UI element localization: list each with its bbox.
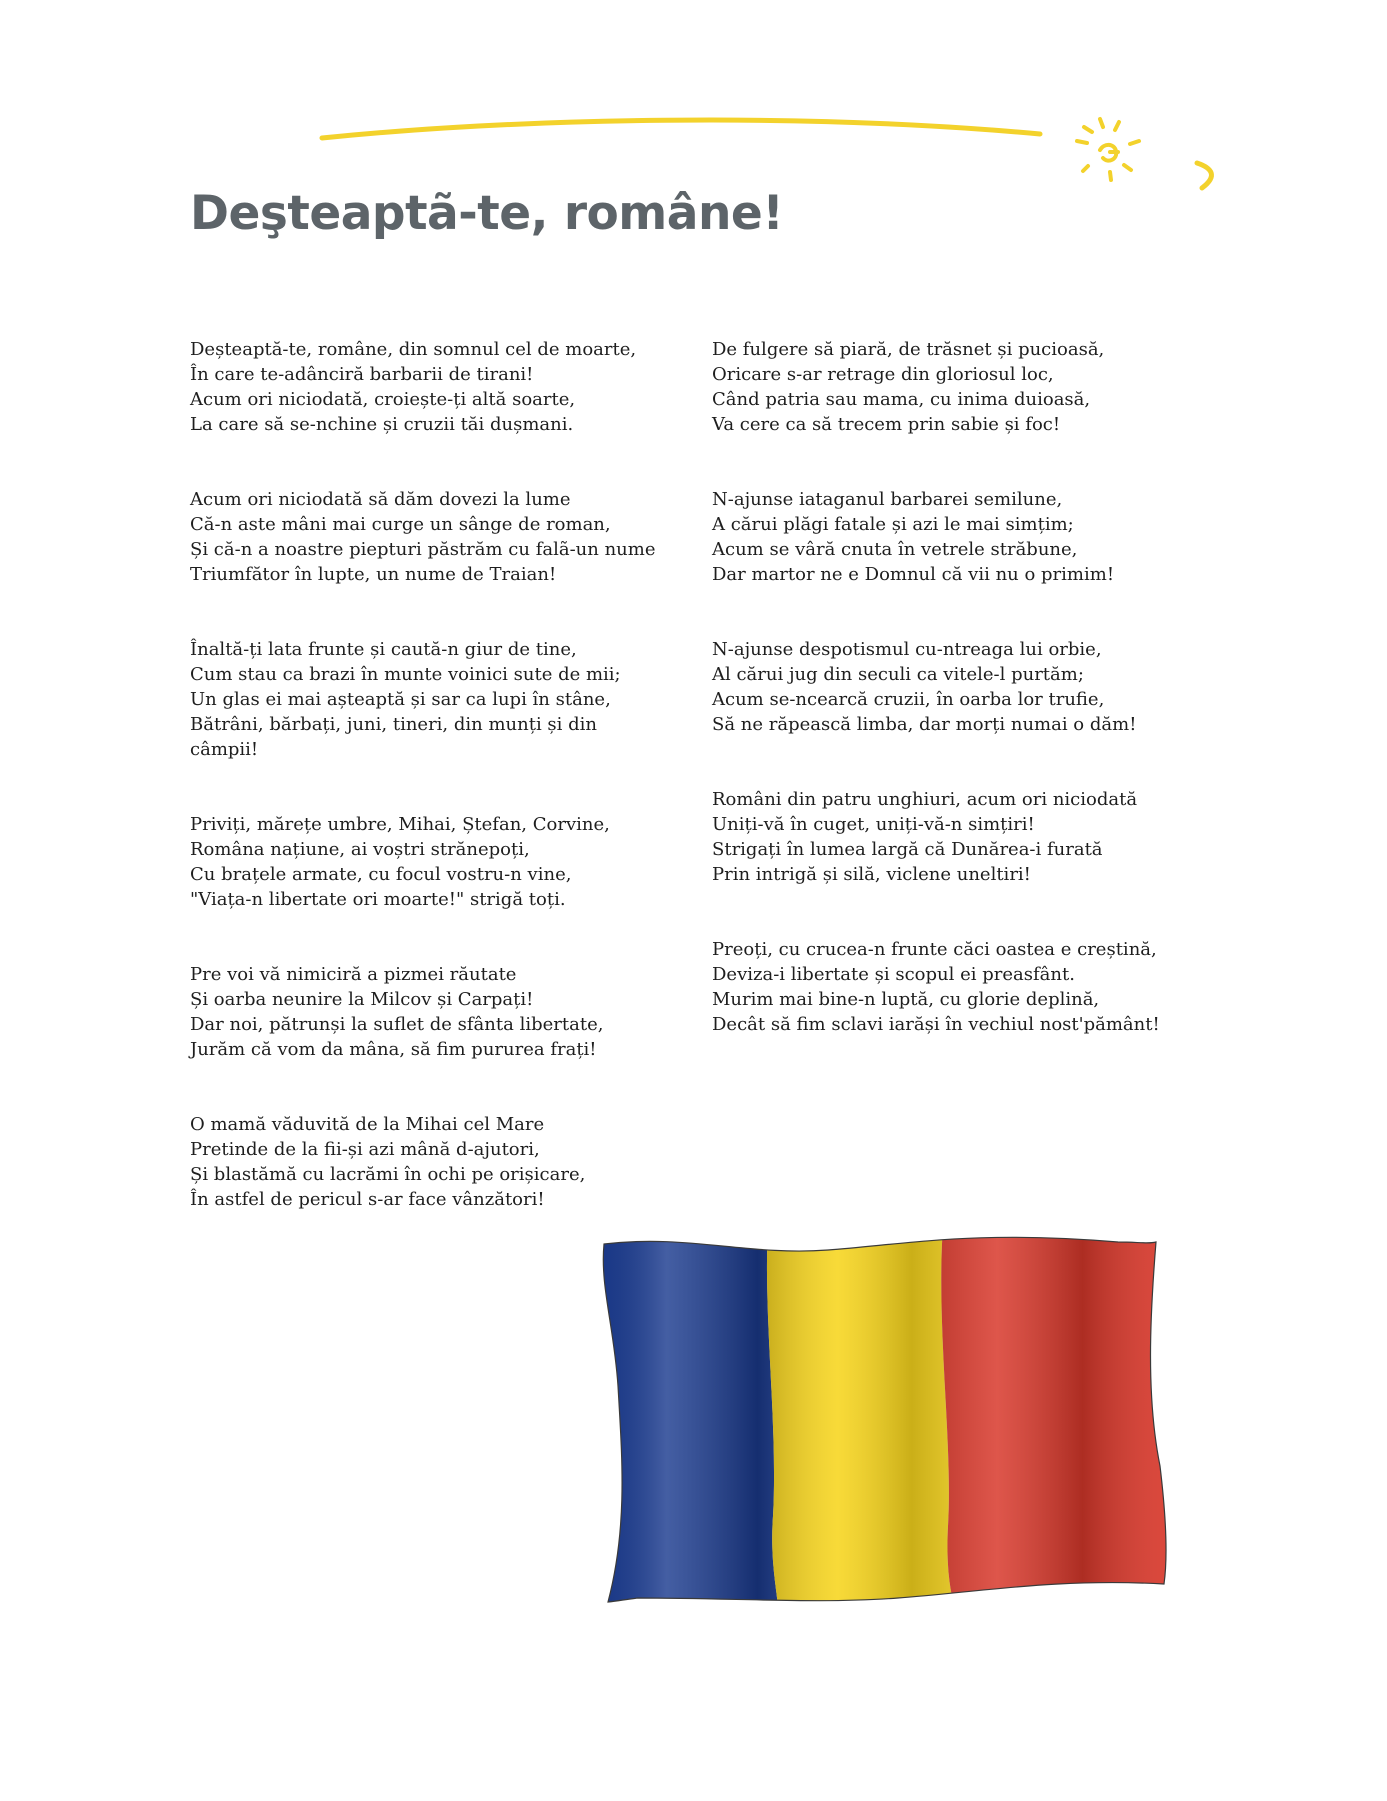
stanza <box>712 487 1232 587</box>
poem-line: Și că-n a noastre piepturi păstrăm cu falã-un nume <box>190 539 656 560</box>
poem-line: La care să se-nchine și cruzii tăi dușmani. <box>190 414 574 435</box>
poem-line: Bătrâni, bărbați, juni, tineri, din munți și din câmpii! <box>190 714 598 760</box>
poem-line: Al cărui jug din seculi ca vitele-l purtăm; <box>712 664 1084 685</box>
poem-line: A cărui plăgi fatale și azi le mai simțim; <box>712 514 1074 535</box>
stanza <box>190 962 660 1062</box>
poem-line: Va cere ca să trecem prin sabie și foc! <box>712 414 1061 435</box>
poem-line: Acum se vâră cnuta în vetrele străbune, <box>712 539 1078 560</box>
poem-line: Cu brațele armate, cu focul vostru-n vine, <box>190 864 572 885</box>
poem-line: Priviți, mărețe umbre, Mihai, Ștefan, Corvine, <box>190 814 610 835</box>
poem-line: Româna națiune, ai voștri strănepoți, <box>190 839 530 860</box>
page-title: Deşteaptã-te, române! <box>190 186 784 241</box>
romanian-flag <box>598 1226 1168 1606</box>
poem-line: Deviza-i libertate și scopul ei preasfânt. <box>712 964 1075 985</box>
stanza <box>190 637 660 762</box>
poem-line: Acum se-ncearcă cruzii, în oarba lor trufie, <box>712 689 1105 710</box>
poem-line: Pre voi vă nimiciră a pizmei răutate <box>190 964 517 985</box>
poem-line: Dar martor ne e Domnul că vii nu o primim! <box>712 564 1115 585</box>
poem-column-right <box>712 337 1232 1087</box>
stanza <box>190 1112 660 1212</box>
poem-column-left <box>190 337 660 1262</box>
poem-line: Deșteaptă-te, române, din somnul cel de moarte, <box>190 339 637 360</box>
swoosh-tail <box>1197 163 1211 188</box>
poem-line: Murim mai bine-n luptă, cu glorie deplină, <box>712 989 1100 1010</box>
poem-line: N-ajunse iataganul barbarei semilune, <box>712 489 1063 510</box>
poem-line: Acum ori niciodată să dăm dovezi la lume <box>190 489 571 510</box>
poem-line: Oricare s-ar retrage din gloriosul loc, <box>712 364 1054 385</box>
poem-line: N-ajunse despotismul cu-ntreaga lui orbie, <box>712 639 1102 660</box>
poem-line: Jurăm că vom da mâna, să fim pururea frați! <box>190 1039 597 1060</box>
poem-line: Și blastămă cu lacrămi în ochi pe orișicare, <box>190 1164 586 1185</box>
yellow-swoosh <box>322 120 1040 138</box>
poem-line: Când patria sau mama, cu inima duioasă, <box>712 389 1091 410</box>
poem-line: Români din patru unghiuri, acum ori niciodată <box>712 789 1138 810</box>
poem-line: Pretinde de la fii-și azi mână d-ajutori, <box>190 1139 540 1160</box>
stanza <box>712 337 1232 437</box>
stanza <box>190 337 660 437</box>
poem-line: "Viața-n libertate ori moarte!" strigă toți. <box>190 889 566 910</box>
stanza <box>190 812 660 912</box>
stanza <box>712 787 1232 887</box>
poem-line: Uniți-vă în cuget, uniți-vă-n simțiri! <box>712 814 1035 835</box>
poem-line: Decât să fim sclavi iarăși în vechiul nost'pământ! <box>712 1014 1160 1035</box>
poem-line: Înaltă-ți lata frunte și caută-n giur de tine, <box>190 639 577 660</box>
stanza <box>190 487 660 587</box>
poem-line: Și oarba neunire la Milcov și Carpați! <box>190 989 534 1010</box>
poem-line: Cum stau ca brazi în munte voinici sute de mii; <box>190 664 621 685</box>
poem-line: Dar noi, pătrunși la suflet de sfânta libertate, <box>190 1014 604 1035</box>
poem-line: Că-n aste mâni mai curge un sânge de roman, <box>190 514 611 535</box>
poem-line: În care te-adânciră barbarii de tirani! <box>190 364 534 385</box>
stanza <box>712 637 1232 737</box>
poem-line: De fulgere să piară, de trăsnet și pucioasă, <box>712 339 1105 360</box>
poem-line: O mamă văduvită de la Mihai cel Mare <box>190 1114 545 1135</box>
poem-line: Un glas ei mai așteaptă și sar ca lupi în stâne, <box>190 689 611 710</box>
poem-line: Triumfător în lupte, un nume de Traian! <box>190 564 557 585</box>
poem-line: Preoți, cu crucea-n frunte căci oastea e creștină, <box>712 939 1157 960</box>
poem-line: Să ne răpească limba, dar morți numai o dăm! <box>712 714 1137 735</box>
stanza <box>712 937 1232 1037</box>
poem-line: Prin intrigă și silă, viclene uneltiri! <box>712 864 1031 885</box>
poem-line: Strigați în lumea largă că Dunărea-i furată <box>712 839 1103 860</box>
sun-icon <box>1077 119 1139 180</box>
header-decoration <box>0 0 1387 300</box>
poem-line: În astfel de pericul s-ar face vânzători! <box>190 1189 545 1210</box>
poem-line: Acum ori niciodată, croiește-ți altă soarte, <box>190 389 576 410</box>
